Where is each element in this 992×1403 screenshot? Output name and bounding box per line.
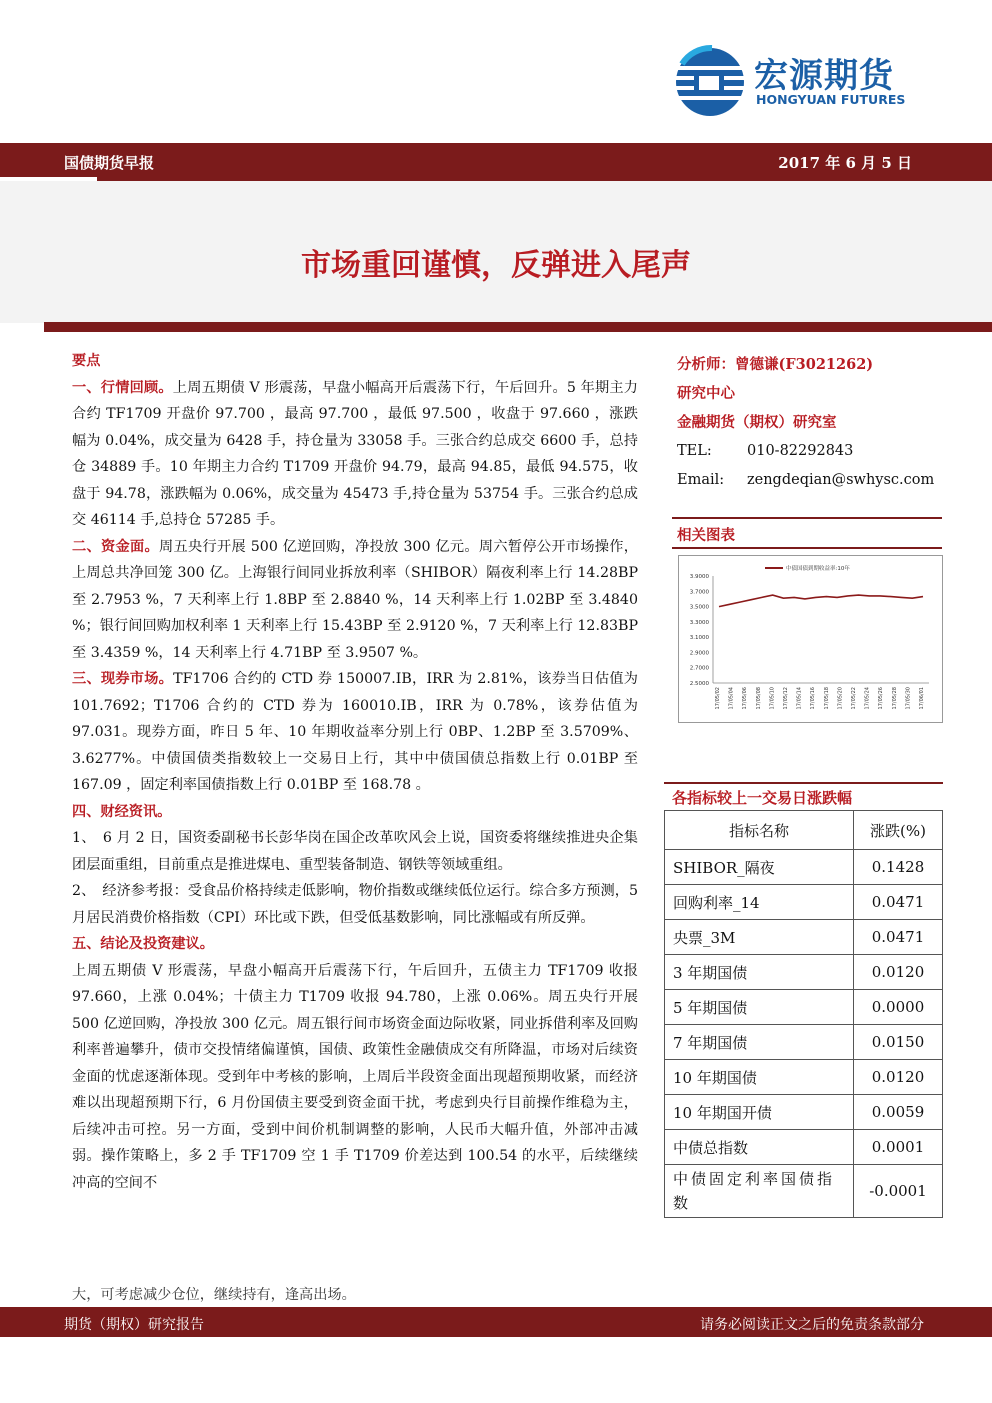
table-rule xyxy=(664,782,943,784)
y-tick-label: 3.3000 xyxy=(689,619,709,626)
table-row xyxy=(665,885,943,920)
y-tick-label: 3.5000 xyxy=(689,604,709,611)
table-row xyxy=(665,920,943,955)
section-news-heading: 四、财经资讯。 xyxy=(72,803,172,820)
x-tick-label: 17/05/26 xyxy=(878,687,885,710)
indicator-change: 0.0120 xyxy=(854,955,943,990)
title-divider xyxy=(44,322,992,332)
x-tick-label: 17/05/06 xyxy=(742,687,749,710)
analyst-email: Email: zengdeqian@swhysc.com xyxy=(677,472,935,488)
indicator-name: 中债固定利率国债指数 xyxy=(665,1165,854,1218)
analyst-tel: TEL: 010-82292843 xyxy=(677,443,854,459)
table-row xyxy=(665,1095,943,1130)
y-tick-label: 2.5000 xyxy=(689,681,709,687)
x-tick-label: 17/05/28 xyxy=(891,687,898,710)
x-tick-label: 17/05/10 xyxy=(769,687,776,710)
research-center: 研究中心 xyxy=(677,385,735,402)
main-content xyxy=(72,348,638,1196)
x-tick-label: 17/05/12 xyxy=(783,687,789,710)
col-header-value: 涨跌(%) xyxy=(854,811,943,850)
logo-icon xyxy=(672,44,748,120)
analyst-info xyxy=(677,350,947,495)
x-tick-label: 17/05/04 xyxy=(728,687,735,710)
section-market-review: 一、行情回顾。上周五期债 V 形震荡，早盘小幅高开后震荡下行，午后回升。5 年期主力合约 TF1709 开盘价 97.700 ，最高 97.700 ，最低 97.500 ，收盘于 97.660 ，涨跌幅为 0.04%，成交量为 6428 手，持仓量为 33058 手。三张合约总成交 6600 手，总持仓 34889 手。10 年期主力合约 T1709 开盘价 94.79，最高 94.85，最低 94.575，收盘于 94.78，涨跌幅为 0.06%，成交量为 45473 手,持仓量为 53754 手。三张合约总成交 46114 手,总持仓 57285 手。 xyxy=(72,379,638,528)
x-tick-label: 17/05/02 xyxy=(715,687,721,710)
table-row xyxy=(665,990,943,1025)
chart-section-heading: 相关图表 xyxy=(677,527,735,544)
x-tick-label: 17/05/14 xyxy=(796,687,803,710)
x-tick-label: 17/05/22 xyxy=(851,687,857,710)
indicator-name: 7 年期国债 xyxy=(665,1025,854,1060)
indicator-change: 0.0059 xyxy=(854,1095,943,1130)
table-row xyxy=(665,1165,943,1218)
indicator-change: 0.0471 xyxy=(854,920,943,955)
x-tick-label: 17/05/24 xyxy=(864,687,871,710)
section-conclusion-heading: 五、结论及投资建议。 xyxy=(72,936,214,952)
indicator-change: 0.0120 xyxy=(854,1060,943,1095)
research-office: 金融期货（期权）研究室 xyxy=(677,414,837,431)
y-tick-label: 3.7000 xyxy=(689,589,709,596)
indicator-name: 5 年期国债 xyxy=(665,990,854,1025)
table-heading: 各指标较上一交易日涨跌幅 xyxy=(672,789,853,807)
indicator-name: 3 年期国债 xyxy=(665,955,854,990)
indicator-table xyxy=(664,810,943,1218)
brand-name-en: HONGYUAN FUTURES xyxy=(756,92,906,107)
y-tick-label: 3.1000 xyxy=(689,635,709,642)
news-item-2: 2、 经济参考报：受食品价格持续走低影响，物价指数或继续低位运行。综合多方预测，5 月居民消费价格指数（CPI）环比或下跌，但受低基数影响，同比涨幅或有所反弹。 xyxy=(72,883,638,926)
indicator-name: 中债总指数 xyxy=(665,1130,854,1165)
indicator-change: 0.0001 xyxy=(854,1130,943,1165)
x-tick-label: 17/06/01 xyxy=(919,687,925,710)
report-date: 2017 年 6 月 5 日 xyxy=(778,154,912,172)
key-points-heading: 要点 xyxy=(72,353,101,369)
indicator-change: 0.0150 xyxy=(854,1025,943,1060)
brand-logo xyxy=(672,42,932,122)
conclusion-cutoff-line: 大，可考虑减少仓位，继续持有，逢高出场。 xyxy=(72,1287,356,1303)
indicator-name: 央票_3M xyxy=(665,920,854,955)
x-tick-label: 17/05/16 xyxy=(810,687,817,710)
analyst-rule xyxy=(672,517,942,519)
table-row xyxy=(665,955,943,990)
conclusion-text: 上周五期债 V 形震荡，早盘小幅高开后震荡下行，午后回升，五债主力 TF1709 收报 97.660，上涨 0.04%；十债主力 T1709 收报 94.780，上涨 0.06%。周五央行开展 500 亿逆回购，净投放 300 亿元。周五银行间市场资金面边际收紧，同业拆借利率及回购利率普遍攀升，债市交投情绪偏谨慎，国债、政策性金融债成交有所降温，市场对后续资金面的忧虑逐渐体现。受到年中考核的影响，上周后半段资金面出现超预期收紧，而经济难以出现超预期下行，6 月份国债主要受到资金面干扰，考虑到央行目前操作维稳为主，后续冲击可控。另一方面，受到中间价机制调整的影响，人民币大幅升值，外部冲击减弱。操作策略上，多 2 手 TF1709 空 1 手 T1709 价差达到 100.54 的水平，后续继续冲高的空间不 xyxy=(72,962,638,1191)
series-line xyxy=(719,595,923,607)
table-row xyxy=(665,1060,943,1095)
report-type: 国债期货早报 xyxy=(64,154,155,172)
page-title: 市场重回谨慎，反弹进入尾声 xyxy=(301,248,691,283)
yield-chart-svg xyxy=(679,556,942,722)
legend-label: 中债国债到期收益率:10年 xyxy=(786,566,850,572)
table-row xyxy=(665,1025,943,1060)
news-item-1: 1、 6 月 2 日，国资委副秘书长彭华岗在国企改革吹风会上说，国资委将继续推进央企集团层面重组，目前重点是推进煤电、重型装备制造、钢铁等领域重组。 xyxy=(72,830,638,873)
indicator-change: 0.1428 xyxy=(854,850,943,885)
table-row xyxy=(665,1130,943,1165)
indicator-change: -0.0001 xyxy=(854,1165,943,1218)
indicator-name: 10 年期国开债 xyxy=(665,1095,854,1130)
y-tick-label: 3.9000 xyxy=(689,574,709,580)
indicator-name: 回购利率_14 xyxy=(665,885,854,920)
chart-heading-rule xyxy=(672,547,942,549)
indicator-name: 10 年期国债 xyxy=(665,1060,854,1095)
footer-left: 期货（期权）研究报告 xyxy=(64,1317,204,1333)
y-tick-label: 2.7000 xyxy=(689,665,709,672)
x-tick-label: 17/05/20 xyxy=(837,687,844,710)
section-spot-market: 三、现券市场。TF1706 合约的 CTD 券 150007.IB，IRR 为 2.81%，该券当日估值为 101.7692；T1706 合约的 CTD 券为 160010.IB，IRR 为 0.78%，该券估值为 97.031。现券方面，昨日 5 年、10 年期收益率分别上行 0BP、1.2BP 至 3.5709%、3.6277%。中债国债类指数较上一交易日上行，其中中债国债总指数上行 0.01BP 至 167.09 ，固定利率国债指数上行 0.01BP 至 168.78 。 xyxy=(72,671,638,793)
brand-name-cn: 宏源期货 xyxy=(754,56,894,96)
analyst-name: 分析师：曾德谦(F3021262) xyxy=(677,356,874,373)
x-tick-label: 17/05/30 xyxy=(905,687,912,710)
section-funding: 二、资金面。周五央行开展 500 亿逆回购，净投放 300 亿元。周六暂停公开市场操作，上周总共净回笼 300 亿。上海银行间同业拆放利率（SHIBOR）隔夜利率上行 14.28BP 至 2.7953 %，7 天利率上行 1.8BP 至 2.8840 %，14 天利率上行 1.02BP 至 3.4840 %；银行间回购加权利率 1 天利率上行 15.43BP 至 2.9120 %，7 天利率上行 12.83BP 至 3.4359 %，14 天利率上行 4.71BP 至 3.9507 %。 xyxy=(72,538,638,661)
footer-disclaimer: 请务必阅读正文之后的免责条款部分 xyxy=(700,1317,924,1333)
y-tick-label: 2.9000 xyxy=(689,650,709,657)
yield-chart xyxy=(678,555,943,723)
indicator-change: 0.0471 xyxy=(854,885,943,920)
x-tick-label: 17/05/08 xyxy=(755,687,762,710)
x-tick-label: 17/05/18 xyxy=(823,687,830,710)
col-header-name: 指标名称 xyxy=(665,811,854,850)
table-row xyxy=(665,850,943,885)
indicator-name: SHIBOR_隔夜 xyxy=(665,850,854,885)
indicator-change: 0.0000 xyxy=(854,990,943,1025)
